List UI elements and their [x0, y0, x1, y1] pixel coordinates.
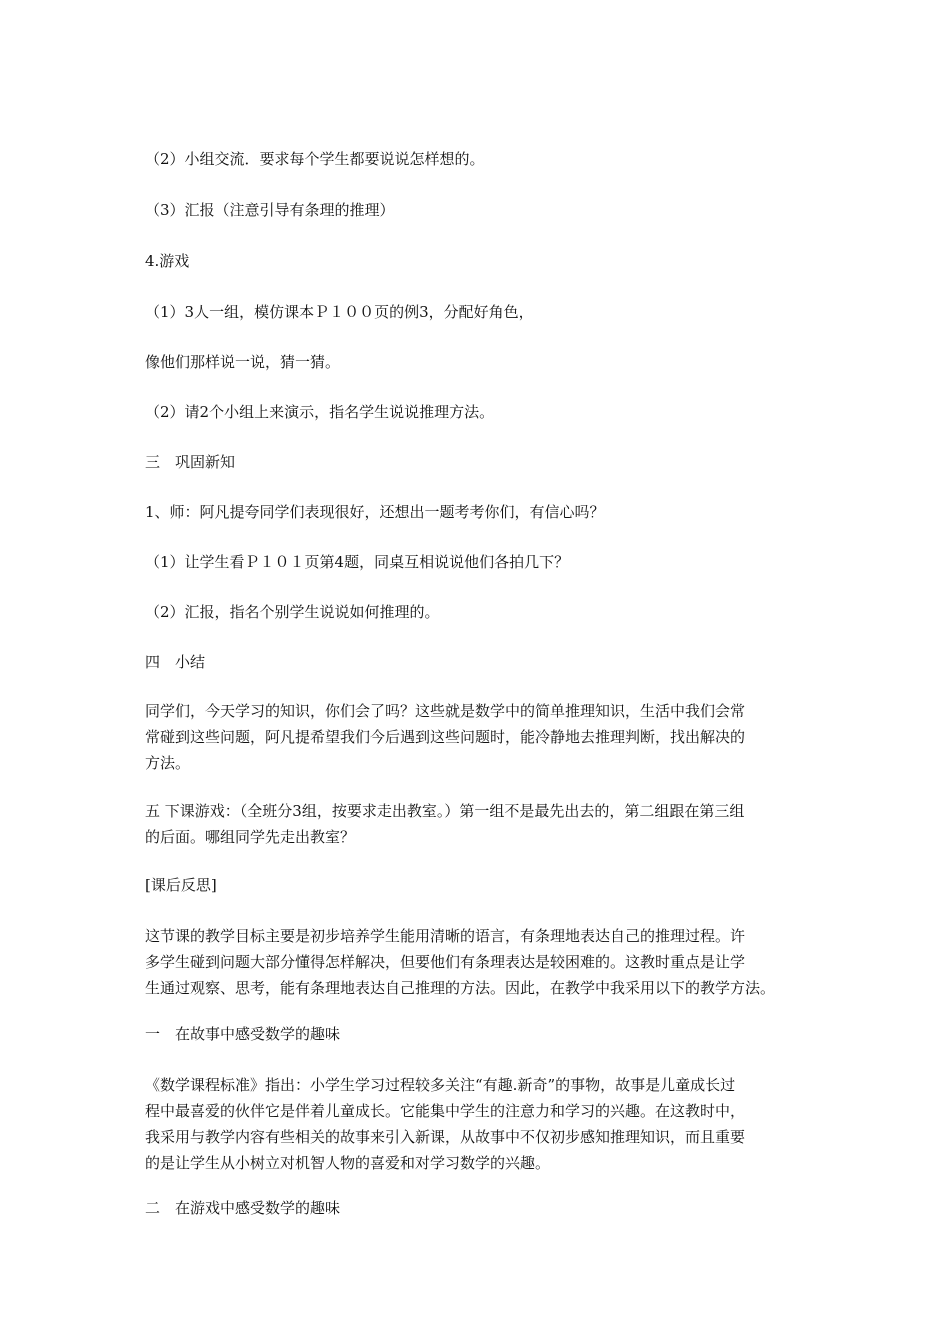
- game-step-1: （1）3人一组，模仿课本Ｐ１００页的例3，分配好角色，: [145, 303, 534, 321]
- game-step-1-continued: 像他们那样说一说，猜一猜。: [145, 353, 341, 371]
- consolidate-step-1: （1）让学生看Ｐ１０１页第4题，同桌互相说说他们各拍几下？: [145, 553, 570, 571]
- class-game-line: 五 下课游戏：（全班分3组，按要求走出教室。）第一组不是最先出去的，第二组跟在第三组: [145, 802, 745, 820]
- standard-line: 的是让学生从小树立对机智人物的喜爱和对学习数学的兴趣。: [145, 1154, 551, 1172]
- class-game-paragraph: [145, 798, 815, 850]
- reflection-line: 多学生碰到问题大部分懂得怎样解决，但要他们有条理表达是较困难的。这教时重点是让学: [145, 953, 746, 971]
- summary-line: 常碰到这些问题，阿凡提希望我们今后遇到这些问题时，能冷静地去推理判断，找出解决的: [145, 728, 746, 746]
- curriculum-standard-paragraph: [145, 1072, 815, 1176]
- teacher-question: 1、师：阿凡提夸同学们表现很好，还想出一题考考你们，有信心吗？: [145, 503, 605, 521]
- standard-line: 程中最喜爱的伙伴它是伴着儿童成长。它能集中学生的注意力和学习的兴趣。在这教时中，: [145, 1102, 746, 1120]
- reflection-line: 这节课的教学目标主要是初步培养学生能用清晰的语言，有条理地表达自己的推理过程。许: [145, 927, 746, 945]
- step-group-discussion: （2）小组交流．要求每个学生都要说说怎样想的。: [145, 150, 485, 168]
- class-game-line: 的后面。哪组同学先走出教室？: [145, 828, 356, 846]
- summary-paragraph: [145, 698, 815, 776]
- section-consolidate-heading: 三 巩固新知: [145, 453, 236, 471]
- consolidate-step-2: （2）汇报，指名个别学生说说如何推理的。: [145, 603, 440, 621]
- section-story-heading: 一 在故事中感受数学的趣味: [145, 1025, 341, 1043]
- reflection-paragraph: [145, 923, 815, 1001]
- game-step-2: （2）请2个小组上来演示，指名学生说说推理方法。: [145, 403, 495, 421]
- step-report: （3）汇报（注意引导有条理的推理）: [145, 201, 395, 219]
- summary-line: 同学们，今天学习的知识，你们会了吗？这些就是数学中的简单推理知识，生活中我们会常: [145, 702, 746, 720]
- standard-line: 我采用与教学内容有些相关的故事来引入新课，从故事中不仅初步感知推理知识，而且重要: [145, 1128, 746, 1146]
- section-summary-heading: 四 小结: [145, 653, 206, 671]
- summary-line: 方法。: [145, 754, 191, 772]
- reflection-line: 生通过观察、思考，能有条理地表达自己推理的方法。因此，在教学中我采用以下的教学方法。: [145, 979, 776, 997]
- section-game-heading: 二 在游戏中感受数学的趣味: [145, 1199, 341, 1217]
- reflection-heading: [课后反思]: [145, 876, 217, 894]
- step-game-heading: 4.游戏: [145, 252, 190, 270]
- standard-line: 《数学课程标准》指出：小学生学习过程较多关注“有趣.新奇”的事物，故事是儿童成长过: [145, 1076, 736, 1094]
